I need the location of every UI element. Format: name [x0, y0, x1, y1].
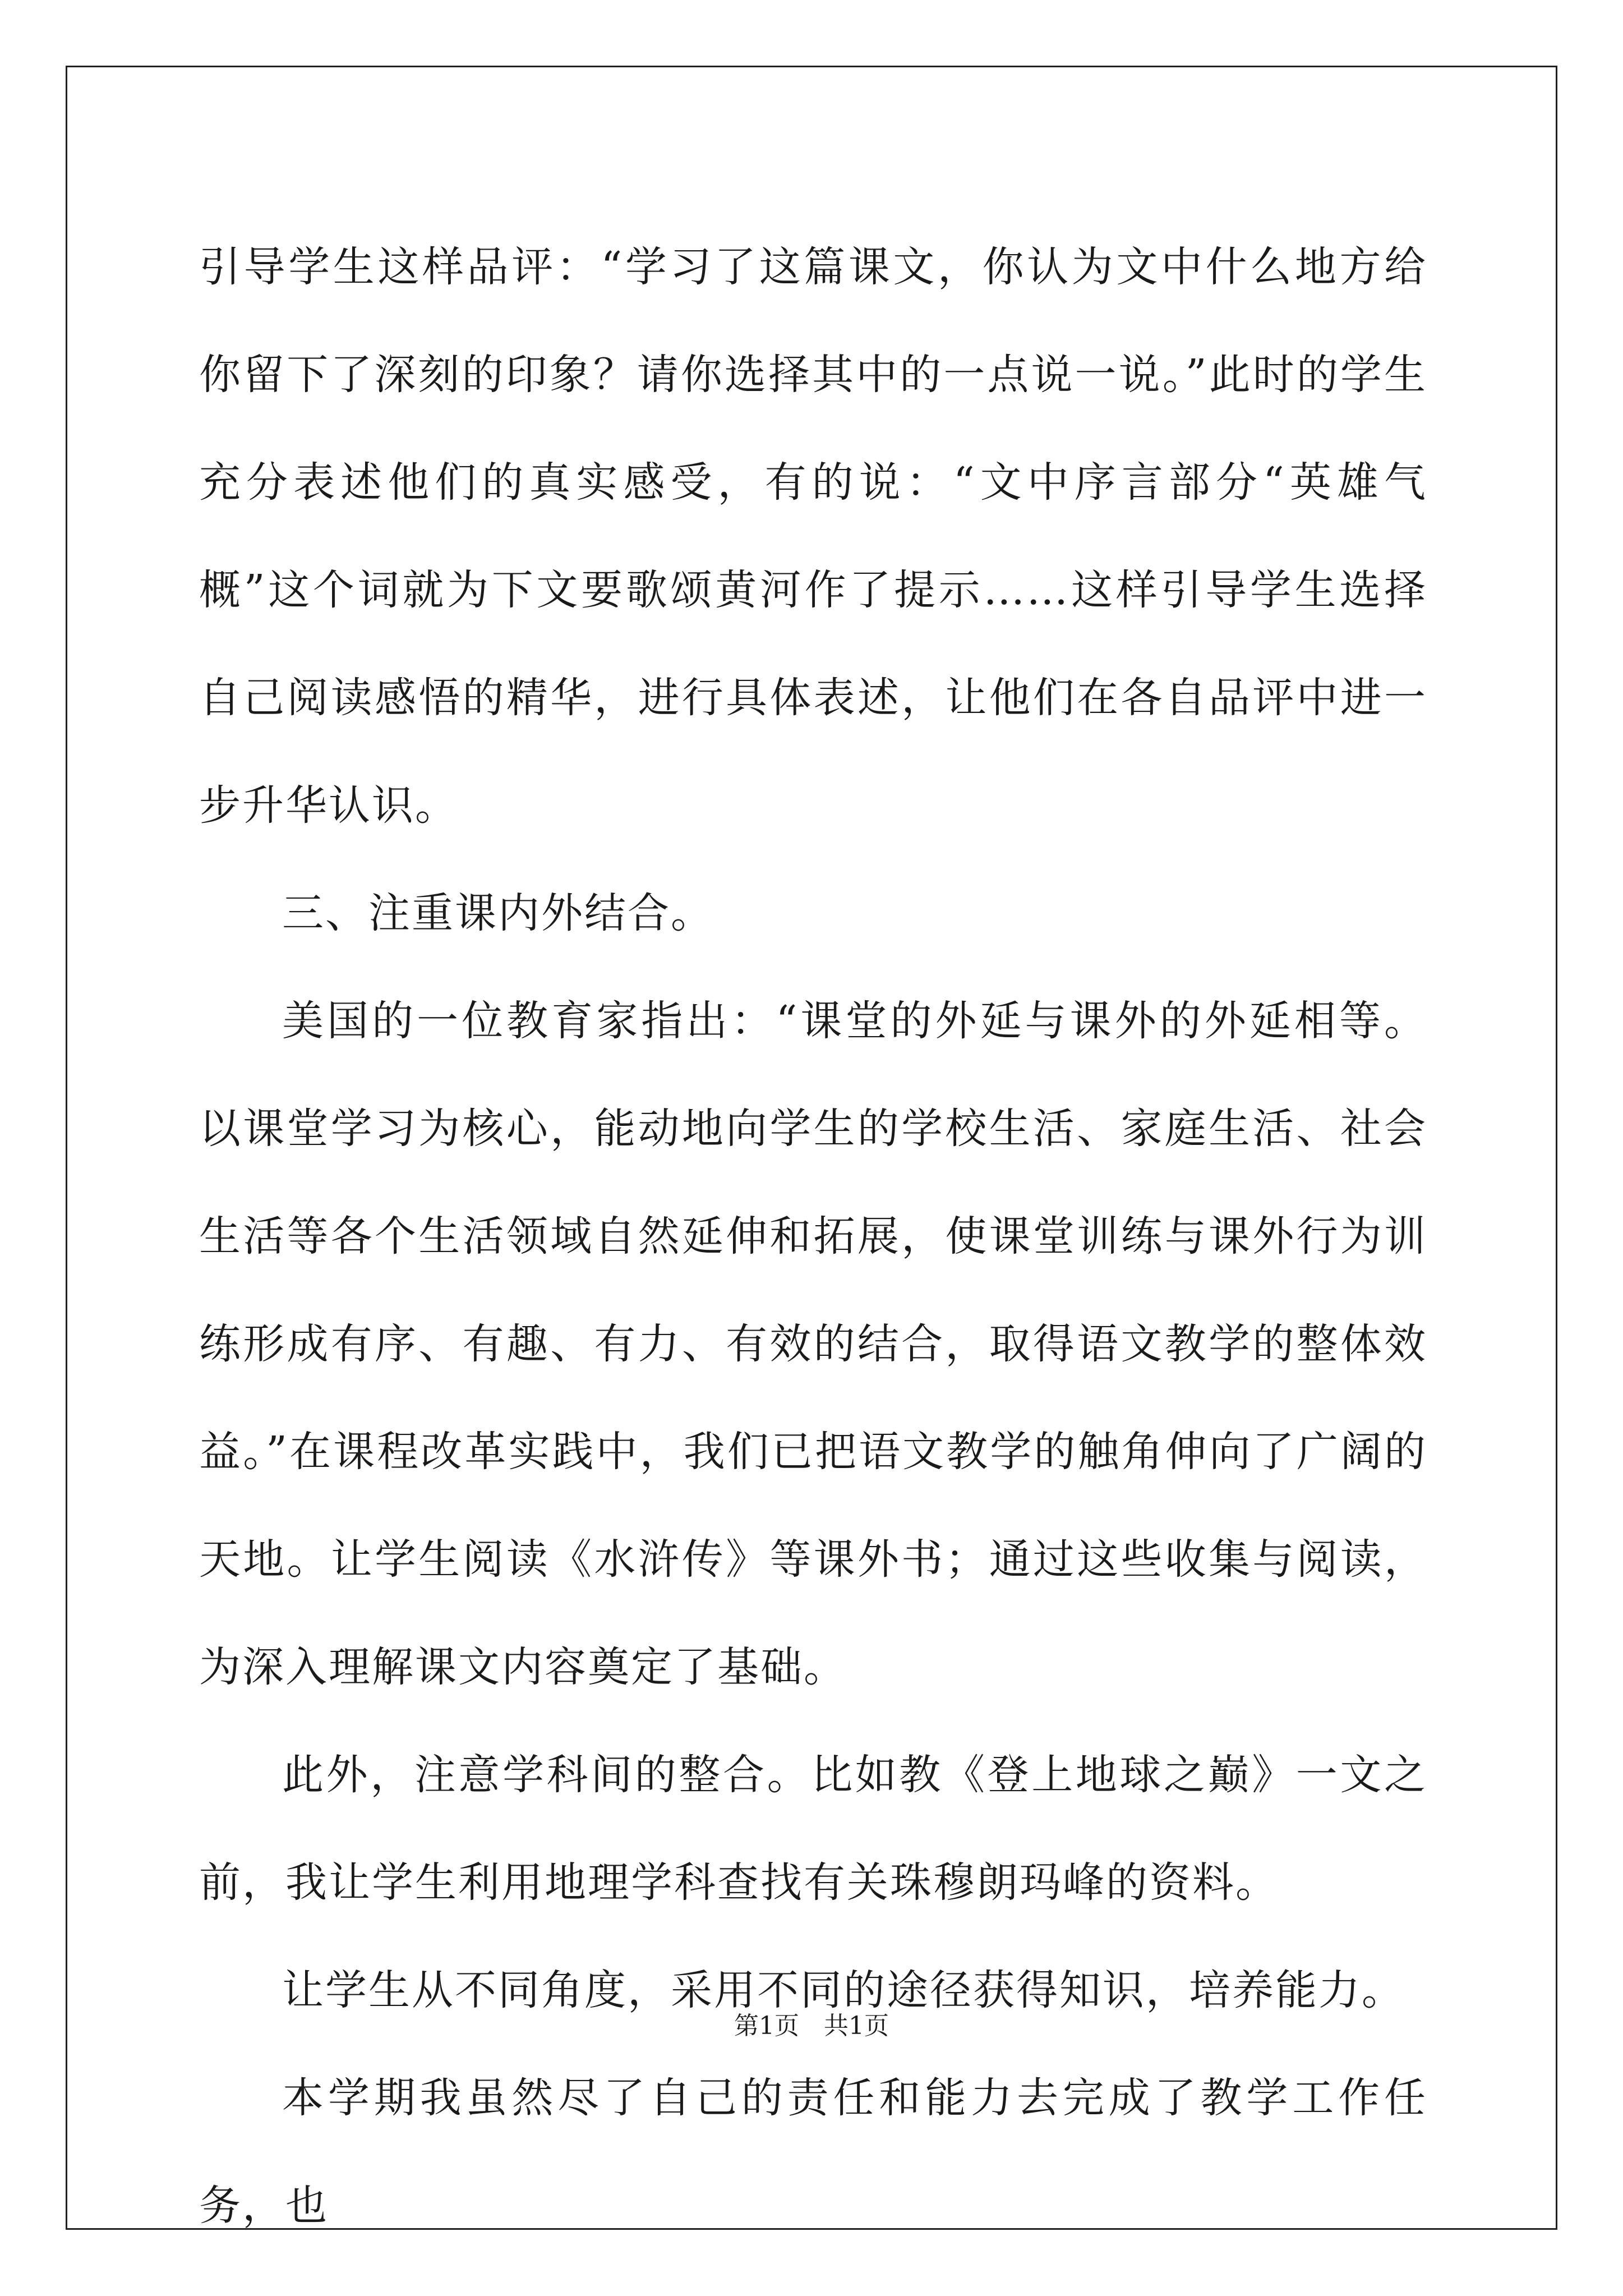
- paragraph-3: 美国的一位教育家指出：“课堂的外延与课外的外延相等。以课堂学习为核心，能动地向学生的学校生活、家庭生活、社会生活等各个生活领域自然延伸和拓展，使课堂训练与课外行为训练形成有序、有趣、有力、有效的结合，取得语文教学的整体效益。”在课程改革实践中，我们已把语文教学的触角伸向了广阔的天地。让学生阅读《水浒传》等课外书；通过这些收集与阅读，为深入理解课文内容奠定了基础。: [199, 997, 1427, 1691]
- paragraph-2-heading: 三、注重课内外结合。: [282, 889, 714, 937]
- document-body: [199, 213, 1427, 2260]
- paragraph-1: 引导学生这样品评：“学习了这篇课文，你认为文中什么地方给你留下了深刻的印象？请你选择其中的一点说一说。”此时的学生充分表述他们的真实感受，有的说：“文中序言部分“英雄气概”这个词就为下文要歌颂黄河作了提示……这样引导学生选择自己阅读感悟的精华，进行具体表述，让他们在各自品评中进一步升华认识。: [199, 243, 1427, 830]
- page-number-footer: 第1页 共1页: [734, 2012, 889, 2040]
- paragraph-6: 本学期我虽然尽了自己的责任和能力去完成了教学工作任务，也: [199, 2074, 1427, 2230]
- paragraph-5: 让学生从不同角度，采用不同的途径获得知识，培养能力。: [282, 1966, 1405, 2014]
- paragraph-4: 此外，注意学科间的整合。比如教《登上地球之巅》一文之前，我让学生利用地理学科查找有关珠穆朗玛峰的资料。: [199, 1751, 1427, 1907]
